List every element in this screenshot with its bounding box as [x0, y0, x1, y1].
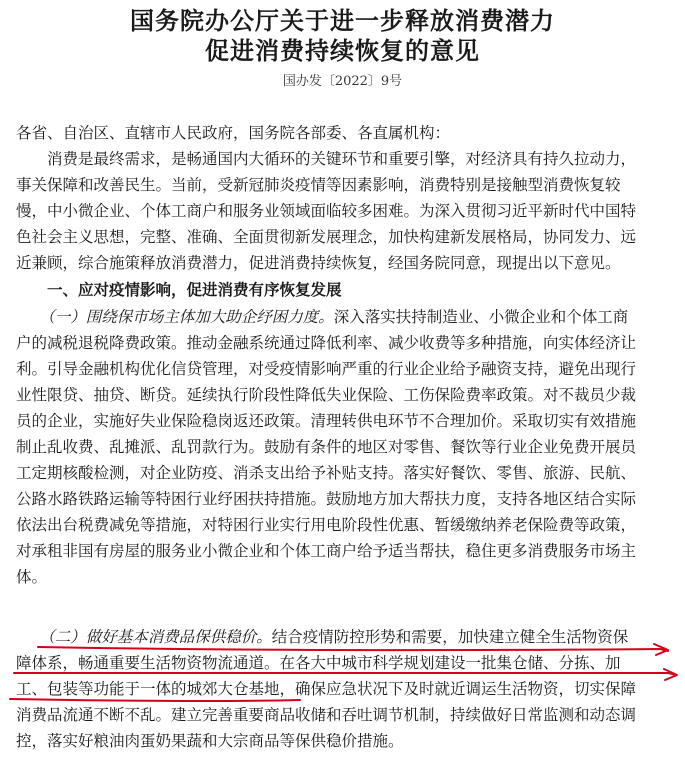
- item-2-line-5: 控，落实好粮油肉蛋奶果蔬和大宗商品等保供稳价措施。: [16, 732, 404, 750]
- item-2-line-1-text: 结合疫情防控形势和需要，加快建立健全生活物资保: [271, 628, 629, 646]
- salutation: 各省、自治区、直辖市人民政府，国务院各部委、各直属机构：: [16, 124, 451, 142]
- item-2-subheading: （二）做好基本消费品保供稳价。: [47, 628, 272, 646]
- item-1-line-8: 公路水路铁路运输等特困行业纾困扶持措施。鼓励地方加大帮扶力度，支持各地区结合实际: [16, 490, 637, 508]
- section-1-heading: 一、应对疫情影响，促进消费有序恢复发展: [16, 280, 342, 299]
- intro-line-1: 消费是最终需求，是畅通国内大循环的关键环节和重要引擎，对经济具有持久拉动力，: [16, 150, 637, 168]
- item-2-line-1: [16, 626, 628, 648]
- item-2-line-2: 障体系，畅通重要生活物资物流通道。在各大中城市科学规划建设一批集仓储、分拣、加: [16, 654, 621, 672]
- intro-line-3: 慢，中小微企业、个体工商户和服务业领域面临较多困难。为深入贯彻习近平新时代中国特: [16, 202, 637, 220]
- intro-line-4: 色社会主义思想，完整、准确、全面贯彻新发展理念，加快构建新发展格局，协同发力、远: [16, 228, 637, 246]
- document-number: 国办发〔2022〕9号: [282, 74, 403, 89]
- item-1-line-2: 户的减税退税降费政策。推动金融系统通过降低利率、减少收费等多种措施，向实体经济让: [16, 334, 637, 352]
- item-1-line-1: [16, 306, 628, 328]
- item-1-line-7: 工定期核酸检测，对企业防疫、消杀支出给予补贴支持。落实好餐饮、零售、旅游、民航、: [16, 464, 637, 482]
- intro-line-5: 近兼顾，综合施策释放消费潜力，促进消费持续恢复，经国务院同意，现提出以下意见。: [16, 254, 621, 272]
- document-title-line-1: 国务院办公厅关于进一步释放消费潜力: [130, 6, 555, 35]
- item-2-line-4: 消费品流通不断不乱。建立完善重要商品收储和吞吐调节机制，持续做好日常监测和动态调: [16, 706, 637, 724]
- item-1-subheading: （一）围绕保市场主体加大助企纾困力度。: [47, 308, 334, 326]
- item-1-line-4: 业性限贷、抽贷、断贷。延续执行阶段性降低失业保险、工伤保险费率政策。对不裁员少裁: [16, 386, 637, 404]
- item-1-line-5: 员的企业，实施好失业保险稳岗返还政策。清理转供电环节不合理加价。采取切实有效措施: [16, 412, 637, 430]
- item-2-line-3: 工、包装等功能于一体的城郊大仓基地，确保应急状况下及时就近调运生活物资，切实保障: [16, 680, 637, 698]
- item-1-line-1-text: 深入落实扶持制造业、小微企业和个体工商: [333, 308, 629, 326]
- item-1-line-10: 对承租非国有房屋的服务业小微企业和个体工商户给予适当帮扶，稳住更多消费服务市场主: [16, 542, 637, 560]
- intro-line-2: 事关保障和改善民生。当前，受新冠肺炎疫情等因素影响，消费特别是接触型消费恢复较: [16, 176, 621, 194]
- item-1-line-11: 体。: [16, 568, 48, 586]
- item-1-line-3: 利。引导金融机构优化信贷管理，对受疫情影响严重的行业企业给予融资支持，避免出现行: [16, 360, 637, 378]
- document-title-line-2: 促进消费持续恢复的意见: [205, 36, 480, 65]
- item-1-line-6: 制止乱收费、乱摊派、乱罚款行为。鼓励有条件的地区对零售、餐饮等行业企业免费开展员: [16, 438, 637, 456]
- item-1-line-9: 依法出台税费减免等措施，对特困行业实行用电阶段性优惠、暂缓缴纳养老保险费等政策，: [16, 516, 637, 534]
